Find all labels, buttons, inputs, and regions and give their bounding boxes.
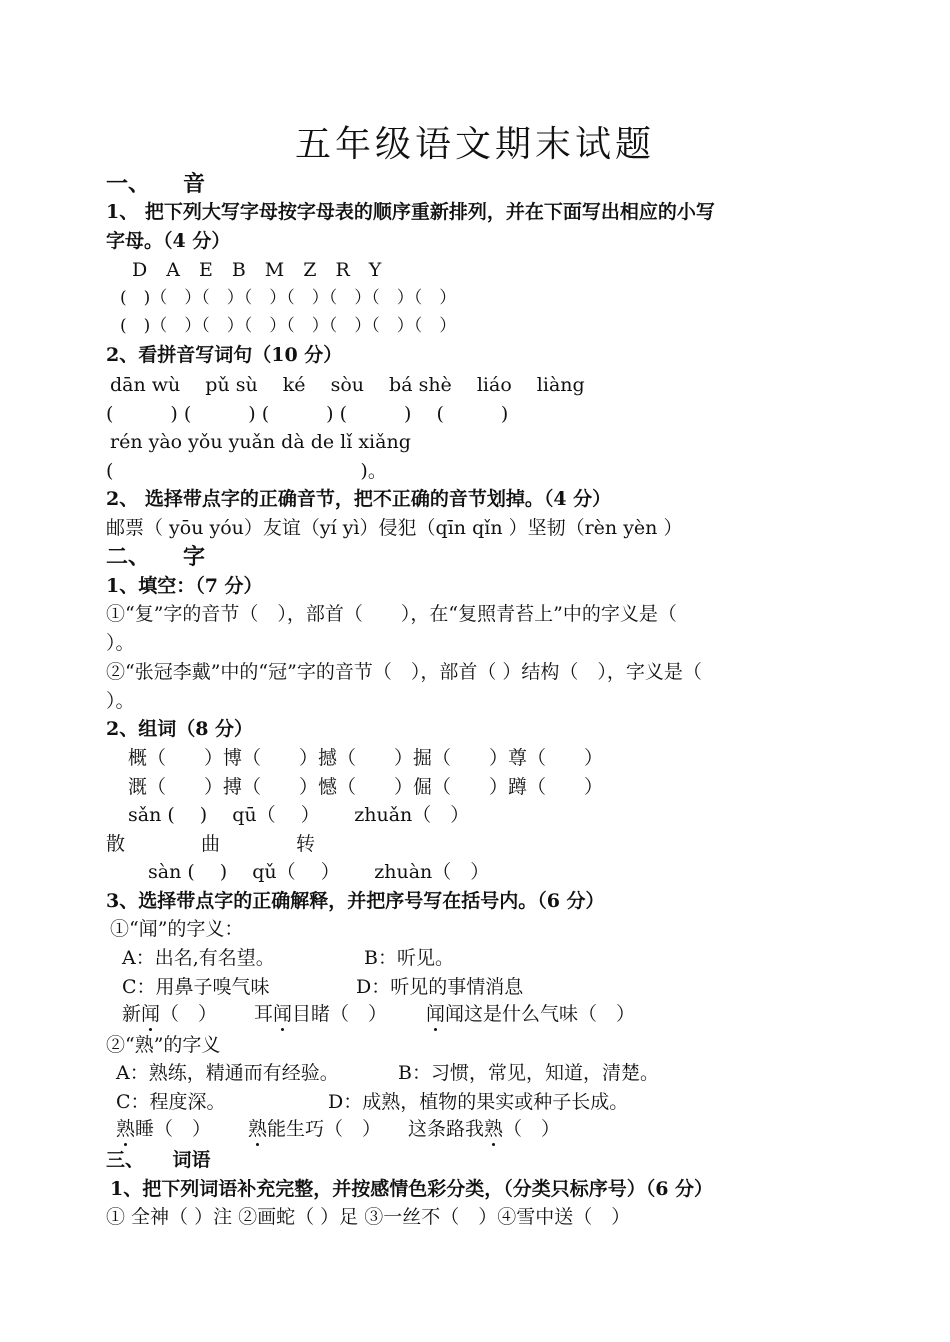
- option-c: C：用鼻子嗅气味: [122, 976, 270, 998]
- dotted-char: 闻: [426, 1003, 446, 1025]
- sub-question: ②“熟”的字义: [106, 1034, 221, 1056]
- example-line: [116, 1117, 211, 1141]
- question-text: ）。: [106, 690, 135, 712]
- option-d: D：听见的事情消息: [356, 976, 524, 998]
- dotted-char: 闻: [141, 1003, 161, 1025]
- example-line: [122, 1002, 217, 1026]
- example-text: （ ）: [160, 1003, 218, 1025]
- question-text: 字母。（4 分）: [106, 230, 231, 252]
- word-group-row: 概（ ）博（ ）撼（ ）掘（ ）尊（ ）: [128, 747, 604, 769]
- dotted-char: 闻: [273, 1003, 293, 1025]
- question-text: 1、 把下列大写字母按字母表的顺序重新排列，并在下面写出相应的小写: [106, 201, 715, 223]
- answer-brackets: ( ) ( ) ( ) ( ) ( ): [106, 403, 509, 425]
- example-line: [426, 1002, 635, 1026]
- example-line: [408, 1117, 560, 1141]
- question-heading: 2、组词（8 分）: [106, 718, 254, 740]
- page-title: 五年级语文期末试题: [294, 124, 655, 165]
- char-line: 散 曲 转: [106, 833, 316, 855]
- answer-brackets: ( )。: [106, 460, 387, 482]
- example-line: [254, 1002, 387, 1026]
- pinyin-line: rén yào yǒu yuǎn dà de lǐ xiǎng: [110, 431, 411, 453]
- question-heading: 1、把下列词语补充完整，并按感情色彩分类，（分类只标序号）（6 分）: [110, 1178, 714, 1200]
- example-text: 睡（ ）: [135, 1118, 212, 1140]
- section-heading-sound: 一、 音: [106, 171, 206, 197]
- option-c: C：程度深。: [116, 1091, 226, 1113]
- example-text: 新: [122, 1003, 142, 1025]
- question-text: ）。: [106, 632, 135, 654]
- answer-brackets: ( )（ ）（ ）（ ）（ ）（ ）（ ）（ ）: [120, 316, 457, 336]
- dotted-char: 熟: [116, 1118, 136, 1140]
- question-heading: 1、填空：（7 分）: [106, 575, 263, 597]
- answer-brackets: ( )（ ）（ ）（ ）（ ）（ ）（ ）（ ）: [120, 288, 457, 308]
- example-text: （ ）: [503, 1118, 561, 1140]
- example-text: 这条路我: [408, 1118, 485, 1140]
- option-b: B：习惯，常见，知道，清楚。: [398, 1062, 659, 1084]
- question-text: ① 全神（ ）注 ②画蛇（ ）足 ③一丝不（ ）④雪中送（ ）: [106, 1206, 631, 1228]
- letter-list: D A E B M Z R Y: [132, 259, 382, 281]
- option-d: D：成熟，植物的果实或种子长成。: [328, 1091, 629, 1113]
- dotted-char: 熟: [248, 1118, 268, 1140]
- sub-question: ①“闻”的字义：: [110, 918, 244, 940]
- example-line: [248, 1117, 381, 1141]
- example-text: 闻这是什么气味（ ）: [445, 1003, 636, 1025]
- question-heading: 2、 选择带点字的正确音节，把不正确的音节划掉。（4 分）: [106, 488, 612, 510]
- example-text: 耳: [254, 1003, 274, 1025]
- question-heading: 3、选择带点字的正确解释，并把序号写在括号内。（6 分）: [106, 890, 605, 912]
- question-text: ①“复”字的音节（ ），部首（ ），在“复照青苔上”中的字义是（: [106, 603, 677, 625]
- word-group-row: 溉（ ）搏（ ）憾（ ）倔（ ）蹲（ ）: [128, 776, 604, 798]
- section-heading-char: 二、 字: [106, 544, 206, 570]
- dotted-char: 熟: [484, 1118, 504, 1140]
- pinyin-line: sàn ( ) qǔ（ ） zhuàn（ ）: [148, 861, 490, 883]
- option-b: B：听见。: [364, 947, 454, 969]
- pinyin-line: sǎn ( ) qū（ ） zhuǎn（ ）: [128, 804, 470, 826]
- option-a: A：熟练，精通而有经验。: [116, 1062, 339, 1084]
- example-text: 目睹（ ）: [292, 1003, 388, 1025]
- section-heading-words: 三、 词语: [106, 1149, 211, 1171]
- question-text: 邮票（ yōu yóu）友谊（yí yì）侵犯（qīn qǐn ）坚韧（rèn yèn ）: [106, 517, 683, 539]
- pinyin-line: dān wù pǔ sù ké sòu bá shè liáo liàng: [110, 374, 585, 396]
- option-a: A：出名,有名望。: [122, 947, 275, 969]
- question-text: ②“张冠李戴”中的“冠”字的音节（ ），部首（ ）结构（ ），字义是（: [106, 661, 702, 683]
- question-heading: 2、看拼音写词句（10 分）: [106, 344, 343, 366]
- example-text: 能生巧（ ）: [267, 1118, 382, 1140]
